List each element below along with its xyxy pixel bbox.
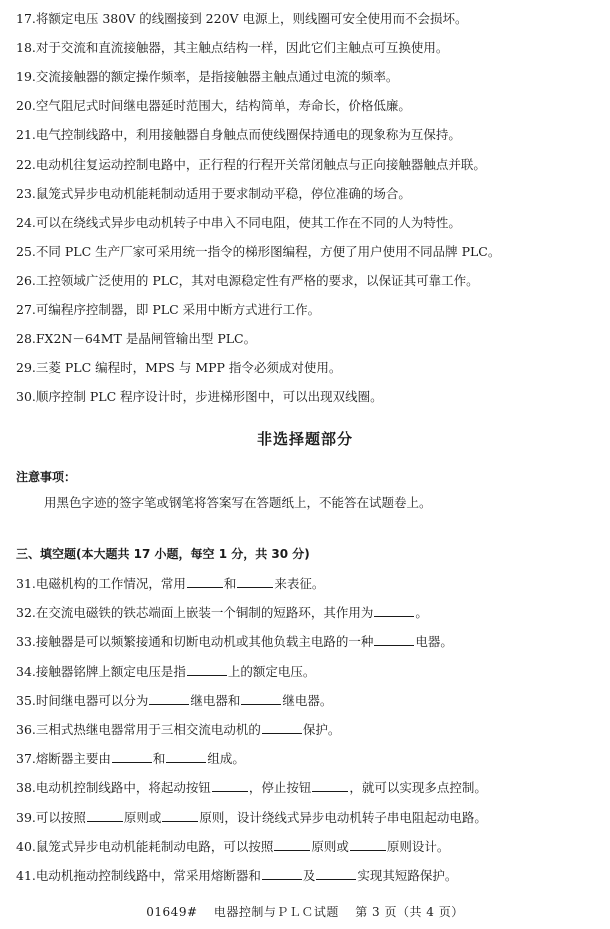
page-footer [0,903,610,920]
part3-heading: 三、填空题(本大题共 17 小题，每空 1 分，共 30 分) [16,547,310,561]
judgment-item: 25.不同 PLC 生产厂家可采用统一指令的梯形图编程，方便了用户使用不同品牌 PLC。 [16,243,501,259]
fill-in-text: 38.电动机控制线路中，将起动按钮 [16,780,211,796]
answer-blank [166,749,206,763]
fill-in-item [16,662,600,680]
answer-blank [149,691,189,705]
fill-in-text: 及 [302,868,316,883]
fill-in-item [16,866,600,884]
fill-in-text: 39.可以按照 [16,809,86,825]
answer-blank [162,808,198,822]
answer-blank [262,866,302,880]
section-title: 非选择题部分 [256,430,353,448]
judgment-item: 22.电动机往复运动控制电路中，正行程的行程开关常闭触点与正向接触器触点并联。 [16,156,486,172]
answer-blank [212,778,248,792]
judgment-item: 27.可编程序控制器，即 PLC 采用中断方式进行工作。 [16,302,321,317]
answer-blank [262,720,302,734]
fill-in-text: 33.接触器是可以频繁接通和切断电动机或其他负载主电路的一种 [16,634,374,650]
fill-in-item [16,837,600,855]
fill-in-text: 34.接触器铭牌上额定电压是指 [16,663,186,679]
fill-in-text: 32.在交流电磁铁的铁芯端面上嵌装一个铜制的短路环，其作用为 [16,605,374,621]
fill-in-item [16,574,600,592]
fill-in-text: 36.三相式热继电器常用于三相交流电动机的 [16,722,261,737]
judgment-item: 23.鼠笼式异步电动机能耗制动适用于要求制动平稳，停位准确的场合。 [16,185,411,201]
judgment-item: 20.空气阻尼式时间继电器延时范围大，结构简单，寿命长，价格低廉。 [16,98,411,114]
judgment-item: 21.电气控制线路中，利用接触器自身触点而使线圈保持通电的现象称为互保持。 [16,127,461,143]
judgment-item: 17.将额定电压 380V 的线圈接到 220V 电源上，则线圈可安全使用而不会损坏。 [16,11,468,26]
answer-blank [237,574,273,588]
fill-in-text: 原则或 [311,838,349,854]
fill-in-text: 和 [152,751,166,767]
fill-in-text: ，就可以实现多点控制。 [349,780,487,796]
footer-code: 01649# [146,905,198,919]
answer-blank [187,662,227,676]
answer-blank [316,866,356,880]
fill-in-text: 继电器。 [282,692,333,708]
judgment-item: 18.对于交流和直流接触器，其主触点结构一样，因此它们主触点可互换使用。 [16,40,449,56]
fill-in-text: 37.熔断器主要由 [16,751,111,767]
answer-blank [241,691,281,705]
fill-in-text: 31.电磁机构的工作情况，常用 [16,576,186,591]
fill-in-text: 41.电动机拖动控制线路中，常采用熔断器和 [16,868,261,883]
fill-in-item [16,749,600,767]
fill-in-item [16,808,600,826]
footer-title: 电器控制与ＰＬＣ试题 [213,905,339,919]
judgment-item: 30.顺序控制 PLC 程序设计时，步进梯形图中，可以出现双线圈。 [16,389,383,405]
fill-in-text: ，停止按钮 [248,780,312,796]
fill-in-text: 40.鼠笼式异步电动机能耗制动电路，可以按照 [16,838,274,854]
fill-in-item [16,720,600,738]
fill-in-text: 组成。 [207,751,245,767]
judgment-item: 28.FX2N－64MT 是晶闸管输出型 PLC。 [16,331,257,347]
answer-blank [312,778,348,792]
fill-in-text: 原则或 [123,809,162,825]
fill-in-item [16,778,600,796]
judgment-item: 24.可以在绕线式异步电动机转子中串入不同电阻，使其工作在不同的人为特性。 [16,214,461,230]
fill-in-text: 。 [415,605,428,621]
judgment-item: 29.三菱 PLC 编程时，MPS 与 MPP 指令必须成对使用。 [16,360,342,376]
fill-in-text: 保护。 [302,722,341,737]
fill-in-item [16,632,600,650]
fill-in-text: 35.时间继电器可以分为 [16,692,149,708]
fill-in-text: 和 [223,576,237,591]
fill-in-text: 实现其短路保护。 [357,868,458,883]
footer-page: 第 3 页（共 4 页） [355,905,464,919]
answer-blank [187,574,223,588]
answer-blank [274,837,310,851]
fill-in-text: 电器。 [415,634,453,650]
answer-blank [112,749,152,763]
answer-blank [374,632,414,646]
fill-in-item [16,691,600,709]
judgment-item: 19.交流接触器的额定操作频率，是指接触器主触点通过电流的频率。 [16,69,399,85]
fill-in-text: 上的额定电压。 [227,663,316,679]
judgment-item: 26.工控领域广泛使用的 PLC，其对电源稳定性有严格的要求，以保证其可靠工作。 [16,272,479,288]
fill-in-text: 继电器和 [190,692,241,708]
fill-in-text: 原则，设计绕线式异步电动机转子串电阻起动电路。 [199,809,487,825]
notice-text: 用黑色字迹的签字笔或钢笔将答案写在答题纸上，不能答在试题卷上。 [44,495,432,510]
answer-blank [87,808,123,822]
answer-blank [374,603,414,617]
answer-blank [350,837,386,851]
fill-in-text: 原则设计。 [386,838,450,854]
fill-in-text: 来表征。 [274,576,325,591]
fill-in-item [16,603,600,621]
notice-heading: 注意事项： [16,470,77,484]
